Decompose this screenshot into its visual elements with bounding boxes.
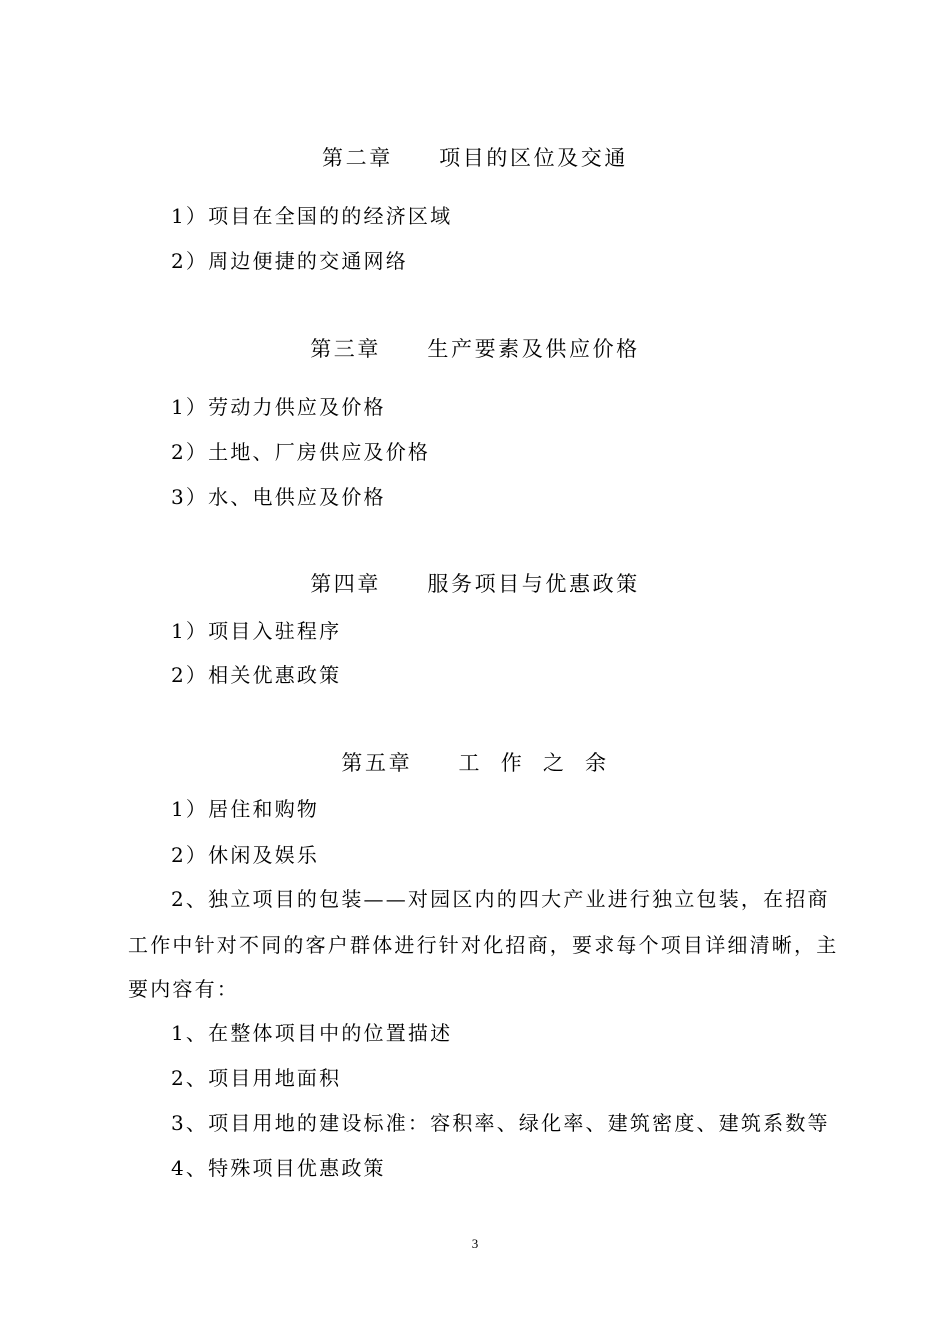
paragraph-line-2: 工作中针对不同的客户群体进行针对化招商，要求每个项目详细清晰，主 (128, 933, 839, 957)
chapter-2-heading: 第二章 项目的区位及交通 (322, 146, 628, 170)
chapter-3-item-1: 1）劳动力供应及价格 (171, 395, 386, 419)
chapter-3-item-3: 3）水、电供应及价格 (171, 485, 386, 509)
chapter-4-heading: 第四章 服务项目与优惠政策 (310, 572, 640, 596)
chapter-4-item-1: 1）项目入驻程序 (171, 619, 342, 643)
list-item-2: 2、项目用地面积 (171, 1066, 342, 1090)
paragraph-line-3: 要内容有： (128, 977, 239, 1001)
chapter-5-item-2: 2）休闲及娱乐 (171, 843, 320, 867)
page-number: 3 (471, 1236, 479, 1251)
paragraph-line-1: 2、独立项目的包装——对园区内的四大产业进行独立包装，在招商 (171, 887, 830, 911)
list-item-1: 1、在整体项目中的位置描述 (171, 1021, 453, 1045)
chapter-3-item-2: 2）土地、厂房供应及价格 (171, 440, 431, 464)
chapter-5-heading: 第五章 工 作 之 余 (341, 751, 609, 775)
list-item-3: 3、项目用地的建设标准：容积率、绿化率、建筑密度、建筑系数等 (171, 1111, 830, 1135)
chapter-3-heading: 第三章 生产要素及供应价格 (310, 337, 640, 361)
chapter-5-item-1: 1）居住和购物 (171, 797, 320, 821)
chapter-2-item-2: 2）周边便捷的交通网络 (171, 249, 408, 273)
list-item-4: 4、特殊项目优惠政策 (171, 1156, 386, 1180)
chapter-2-item-1: 1）项目在全国的的经济区域 (171, 204, 453, 228)
chapter-4-item-2: 2）相关优惠政策 (171, 663, 342, 687)
